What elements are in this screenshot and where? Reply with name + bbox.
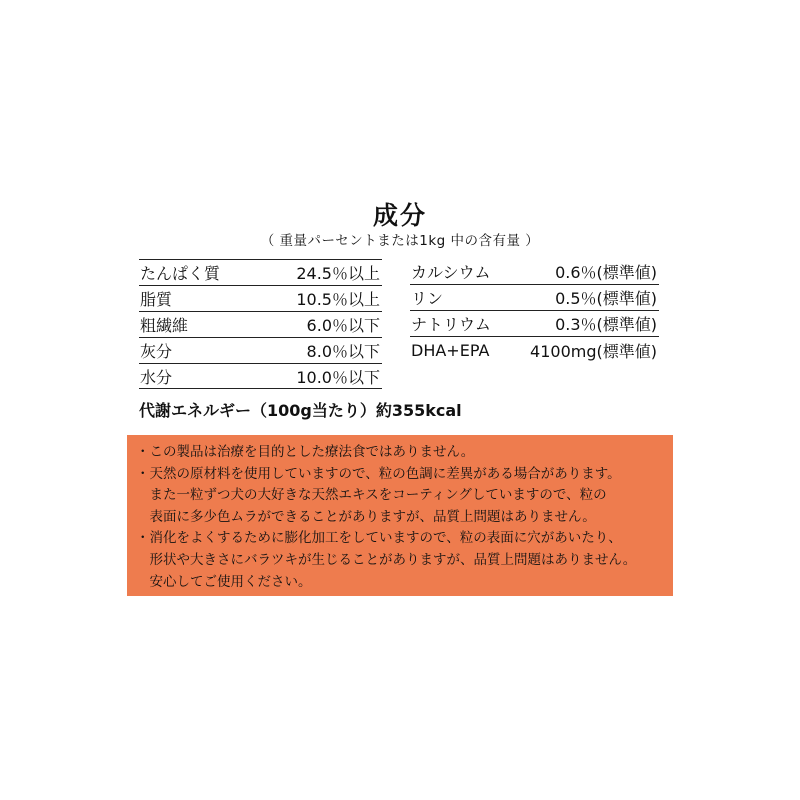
nutrient-name: カルシウム bbox=[411, 263, 491, 282]
nutrient-name: DHA+EPA bbox=[411, 340, 490, 360]
nutrient-row bbox=[410, 285, 659, 311]
nutrient-row bbox=[139, 363, 382, 389]
notice-line: ・消化をよくするために膨化加工をしていますので、粒の表面に穴があいたり、 bbox=[136, 530, 622, 547]
nutrient-value: 10.0％以下 bbox=[296, 367, 380, 387]
notice-line: ・この製品は治療を目的とした療法食ではありません。 bbox=[136, 444, 475, 460]
nutrient-name: リン bbox=[411, 289, 444, 308]
nutrient-name: 水分 bbox=[140, 367, 173, 387]
nutrient-value: 4100mg(標準値) bbox=[530, 341, 657, 361]
nutrient-value: 6.0％以下 bbox=[306, 316, 380, 335]
nutrient-row bbox=[410, 259, 659, 285]
notice-line: 安心してご使用ください。 bbox=[136, 573, 312, 590]
nutrient-value: 10.5％以上 bbox=[296, 290, 380, 309]
nutrient-row bbox=[139, 285, 382, 311]
notice-line: 表面に多少色ムラができることがありますが、品質上問題はありません。 bbox=[136, 508, 596, 525]
notice-line: 形状や大きさにバラツキが生じることがありますが、品質上問題はありません。 bbox=[136, 551, 637, 568]
nutrient-value: 0.5％(標準値) bbox=[555, 289, 657, 308]
nutrient-value: 0.6％(標準値) bbox=[555, 263, 657, 282]
nutrient-name: たんぱく質 bbox=[140, 264, 221, 283]
nutrient-table-minerals bbox=[410, 259, 659, 363]
section-subtitle: （ 重量パーセントまたは1kg 中の含有量 ） bbox=[260, 233, 540, 249]
nutrient-value: 24.5％以上 bbox=[296, 264, 380, 283]
notice-box bbox=[127, 435, 673, 596]
nutrient-name: 粗繊維 bbox=[140, 316, 189, 335]
nutrient-row bbox=[410, 337, 659, 363]
notice-line: また一粒ずつ犬の大好きな天然エキスをコーティングしていますので、粒の bbox=[136, 487, 607, 504]
nutrient-row bbox=[139, 337, 382, 363]
nutrient-name: ナトリウム bbox=[411, 315, 491, 334]
nutrient-table-main bbox=[139, 259, 382, 389]
nutrient-row bbox=[139, 311, 382, 337]
nutrient-row bbox=[410, 311, 659, 337]
nutrient-value: 8.0％以下 bbox=[306, 342, 380, 361]
nutrient-name: 灰分 bbox=[140, 342, 173, 361]
section-title: 成分 bbox=[372, 201, 427, 230]
notice-line: ・天然の原材料を使用していますので、粒の色調に差異がある場合があります。 bbox=[136, 465, 621, 482]
nutrient-value: 0.3％(標準値) bbox=[555, 315, 657, 334]
nutrient-row bbox=[139, 259, 382, 285]
metabolic-energy: 代謝エネルギー（100g当たり）約355kcal bbox=[139, 401, 462, 420]
nutrient-name: 脂質 bbox=[140, 290, 173, 309]
